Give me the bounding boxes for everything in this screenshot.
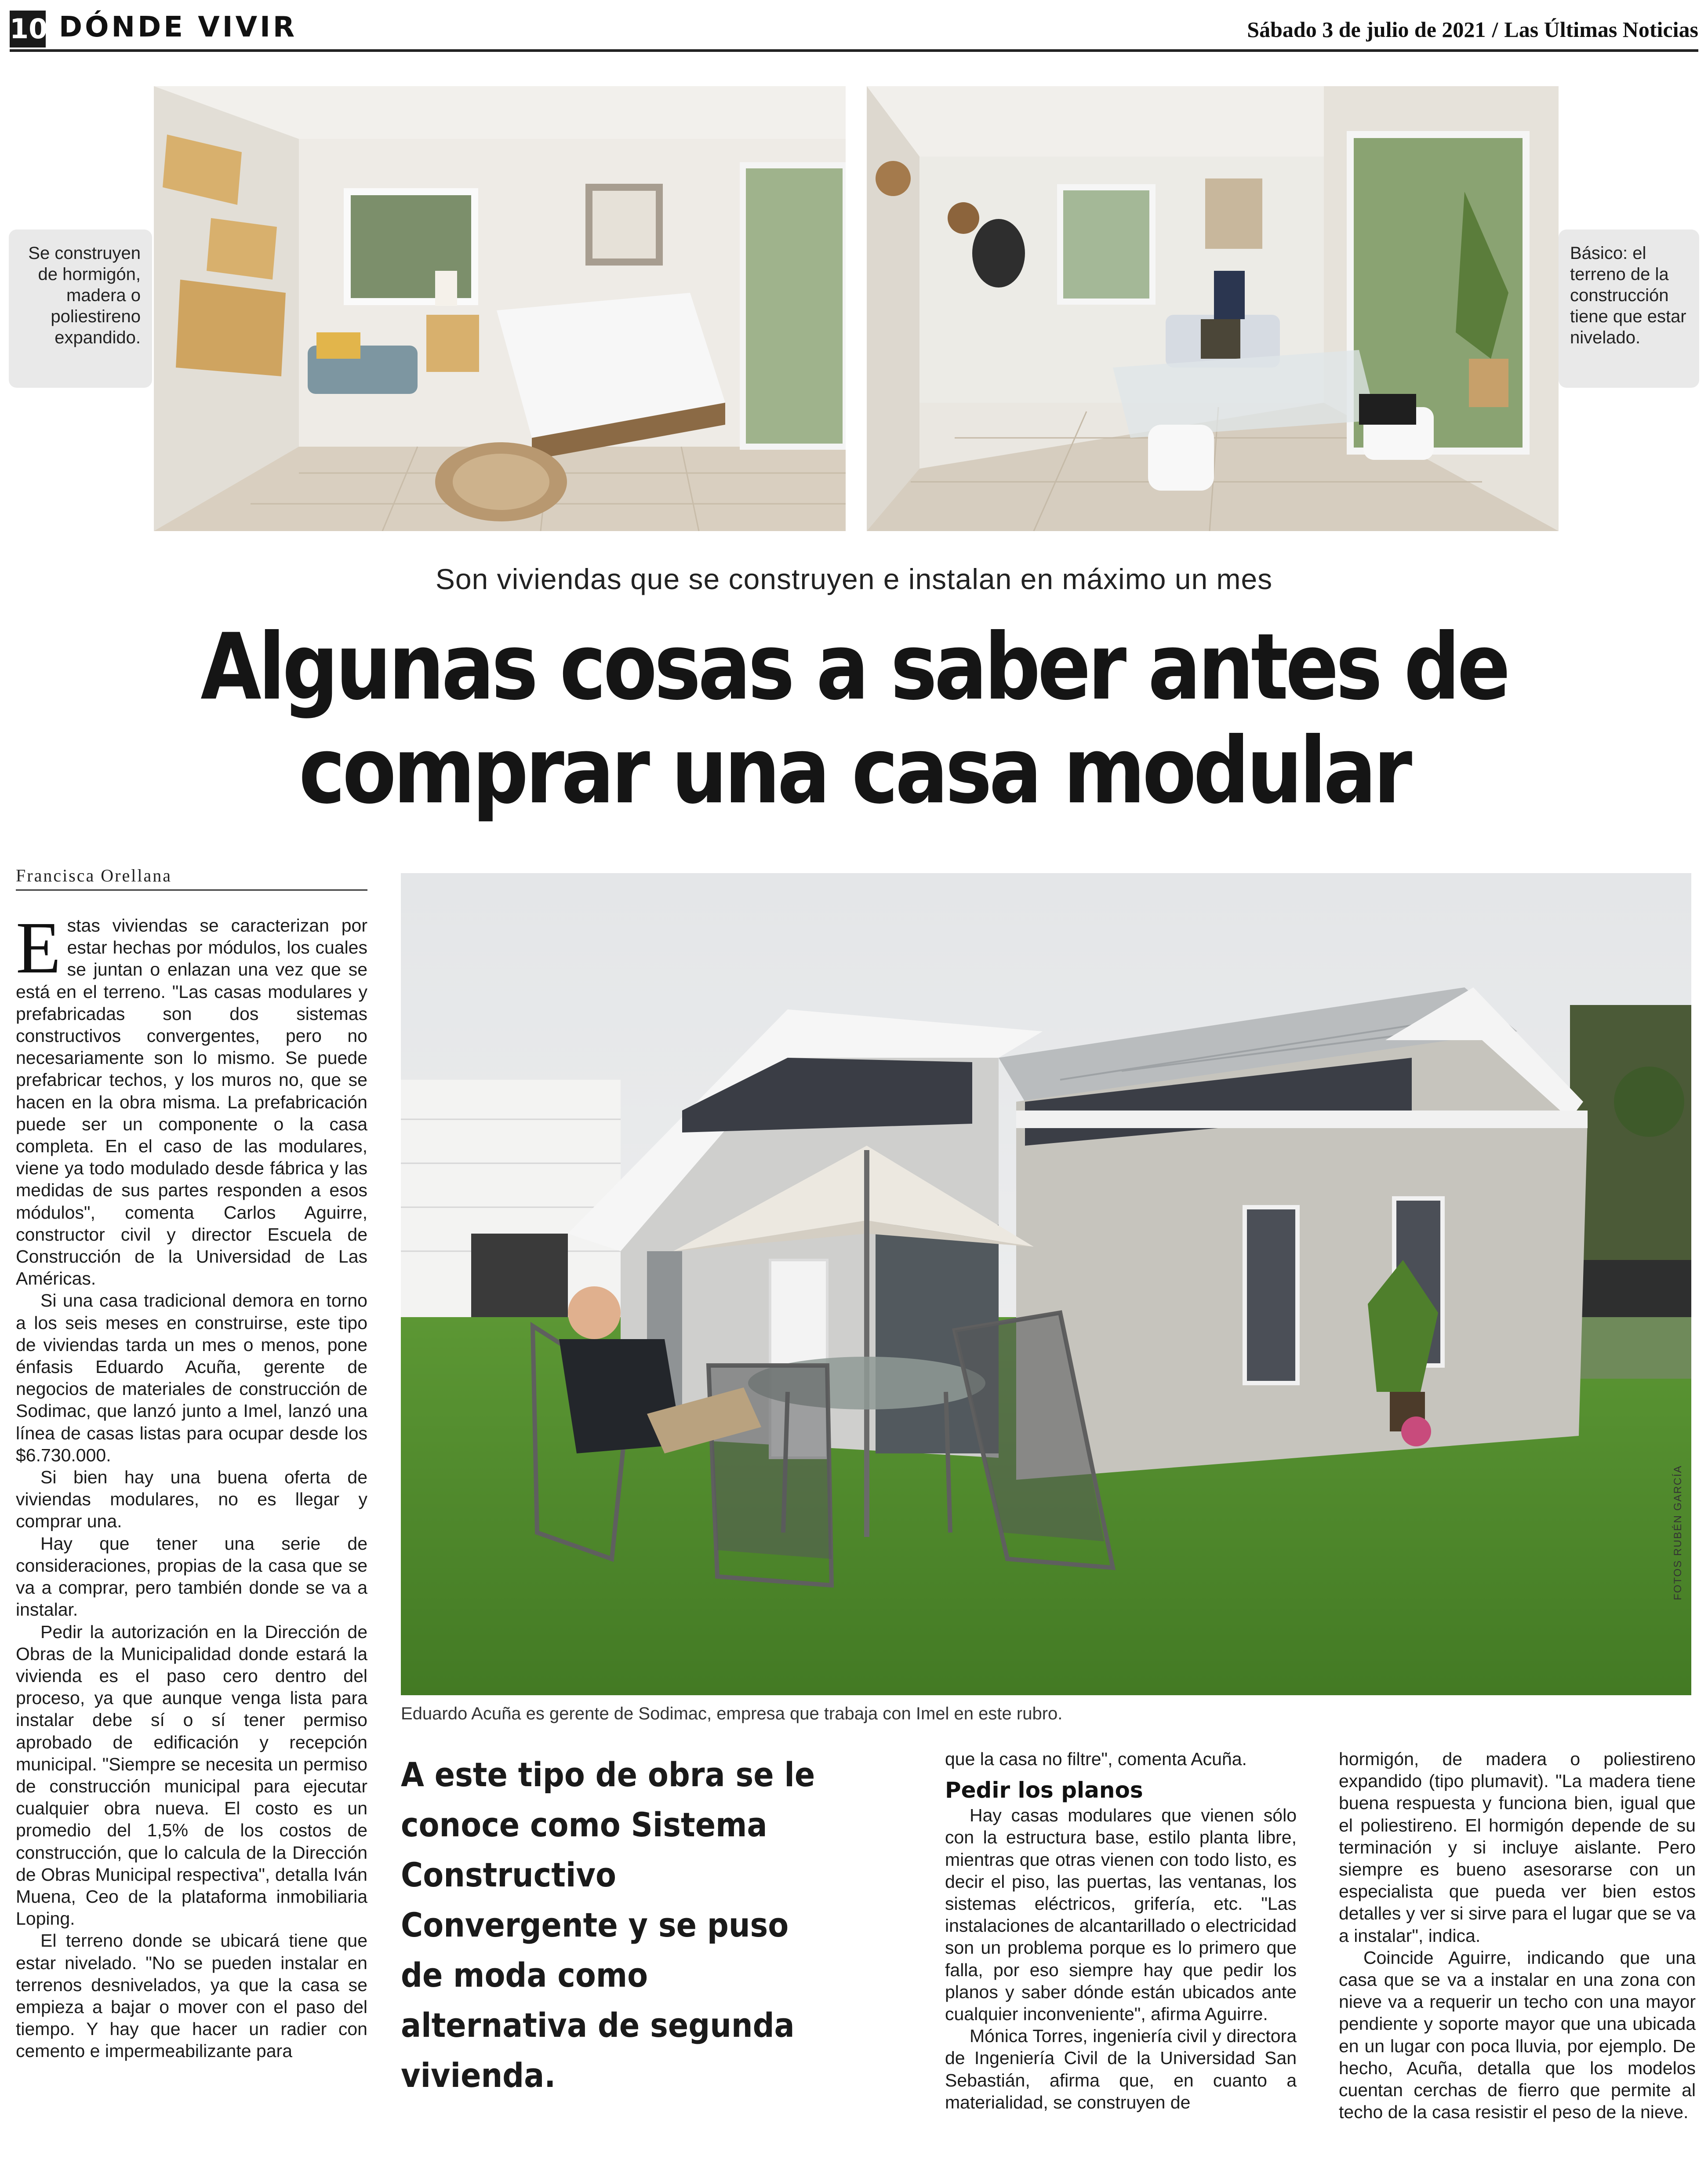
modular-house-photo [401, 873, 1691, 1695]
living-room-photo [867, 86, 1559, 531]
headline [120, 615, 1588, 823]
paragraph: Si bien hay una buena oferta de viviendas modulares, no es llegar y comprar una. [16, 1467, 367, 1532]
paragraph: Pedir la autorización en la Dirección de Obras de la Municipalidad donde estará la vivienda es el paso cero dentro del proceso, ya que aunque venga lista para instalar debe sí o sí tener permiso aprobado de edificación y recepción municipal. "Siempre se necesita un permiso de construcción municipal para ejecutar cualquier obra nueva. El costo es un promedio del 1,5% de los costos de construcción, que lo calcula de la Dirección de Obras Municipal respectiva", detalla Iván Muena, Ceo de la plataforma inmobiliaria Loping. [16, 1621, 367, 1929]
publication-name: Las Últimas Noticias [1504, 17, 1698, 42]
subheading: Pedir los planos [945, 1777, 1143, 1803]
bedroom-photo [154, 86, 846, 531]
article-column-3 [1339, 1748, 1696, 2179]
article-column-1 [16, 914, 367, 2172]
photo-caption-left: Se construyen de hormigón, madera o poliestireno expandido. [9, 229, 152, 388]
paragraph: Si una casa tradicional demora en torno a los seis meses en construirse, este tipo de viviendas tarda un mes o menos, pone énfasis Eduardo Acuña, gerente de negocios de materiales de construcción de Sodimac, que lanzó junto a Imel, lanzó una línea de casas listas para ocupar desde los $6.730.000. [16, 1290, 367, 1465]
dateline-separator: / [1492, 17, 1498, 42]
paragraph: que la casa no filtre", comenta Acuña. [945, 1749, 1247, 1769]
section-title: DÓNDE VIVIR [59, 11, 298, 44]
photo-caption-right: Básico: el terreno de la construcción tiene que estar nivelado. [1559, 229, 1699, 388]
page-number: 10 [10, 11, 46, 47]
issue-date: Sábado 3 de julio de 2021 [1247, 17, 1486, 42]
kicker: Son viviendas que se construyen e instalan en máximo un mes [435, 563, 1273, 595]
main-photo-caption: Eduardo Acuña es gerente de Sodimac, empresa que trabaja con Imel en este rubro. [401, 1704, 1063, 1723]
paragraph: Mónica Torres, ingeniería civil y directora de Ingeniería Civil de la Universidad San Sebastián, afirma que, en cuanto a materialidad, se construyen de [945, 2026, 1297, 2112]
paragraph: El terreno donde se ubicará tiene que estar nivelado. "No se pueden instalar en terrenos desnivelados, ya que la casa se empieza a bajar o mover con el paso del tiempo. Y hay que hacer un radier con cemento e impermeabilizante para [16, 1930, 367, 2061]
paragraph: Hay que tener una serie de consideraciones, propias de la casa que se va a comprar, pero también donde se va a instalar. [16, 1533, 367, 1620]
pull-quote: A este tipo de obra se le conoce como Sistema Constructivo Convergente y se puso de moda como alternativa de segunda vivienda. [401, 1755, 815, 2095]
byline: Francisca Orellana [16, 865, 367, 891]
lead-paragraph-text: stas viviendas se caracterizan por estar hechas por módulos, los cuales se juntan o enlazan una vez que se está en el terreno. "Las casas modulares y prefabricadas son dos sistemas constructivos convergentes, pero no necesariamente son lo mismo. Se puede prefabricar techos, y los muros no, que se hacen en la obra misma. La prefabricación puede ser un componente o la casa completa. En el caso de las modulares, viene ya todo modulado desde fábrica y las medidas de sus partes responden a esos módulos", comenta Carlos Aguirre, constructor civil y director Escuela de Construcción de la Universidad de Las Américas. [16, 915, 367, 1289]
paragraph: hormigón, de madera o poliestireno expandido (tipo plumavit). "La madera tiene buena respuesta y funciona bien, igual que el poliestireno. El hormigón depende de su terminación y si incluye aislante. Pero siempre es bueno asesorarse con un especialista que pueda ver bien estos detalles y ver si sirve para el lugar que se va a instalar", indica. [1339, 1749, 1696, 1946]
page-header [10, 6, 1698, 52]
paragraph: Coincide Aguirre, indicando que una casa que se va a instalar en una zona con nieve va a requerir un techo con una mayor pendiente y soporte mayor que una ubicada en un lugar con poca lluvia, por ejemplo. De hecho, Acuña, detalla que los modelos cuentan cerchas de fierro que permite al techo de la casa resistir el peso de la nieve. [1339, 1947, 1696, 2123]
headline-line-2: comprar una casa modular [298, 718, 1410, 824]
dateline [1247, 14, 1698, 45]
drop-cap: E [16, 914, 61, 989]
photo-credit: FOTOS RUBÉN GARCÍA [1672, 1465, 1684, 1600]
article-column-2 [945, 1748, 1297, 2179]
headline-line-1: Algunas cosas a saber antes de [200, 614, 1508, 721]
lead-paragraph [16, 914, 367, 1289]
paragraph: Hay casas modulares que vienen sólo con la estructura base, estilo planta libre, mientras que otras vienen con todo listo, es decir el piso, las puertas, las ventanas, los sistemas eléctricos, grifería, etc. "Las instalaciones de alcantarillado o electricidad son un problema porque es lo primero que falla, por eso siempre hay que pedir los planos y saber dónde están ubicados ante cualquier inconveniente", afirma Aguirre. [945, 1805, 1297, 2024]
